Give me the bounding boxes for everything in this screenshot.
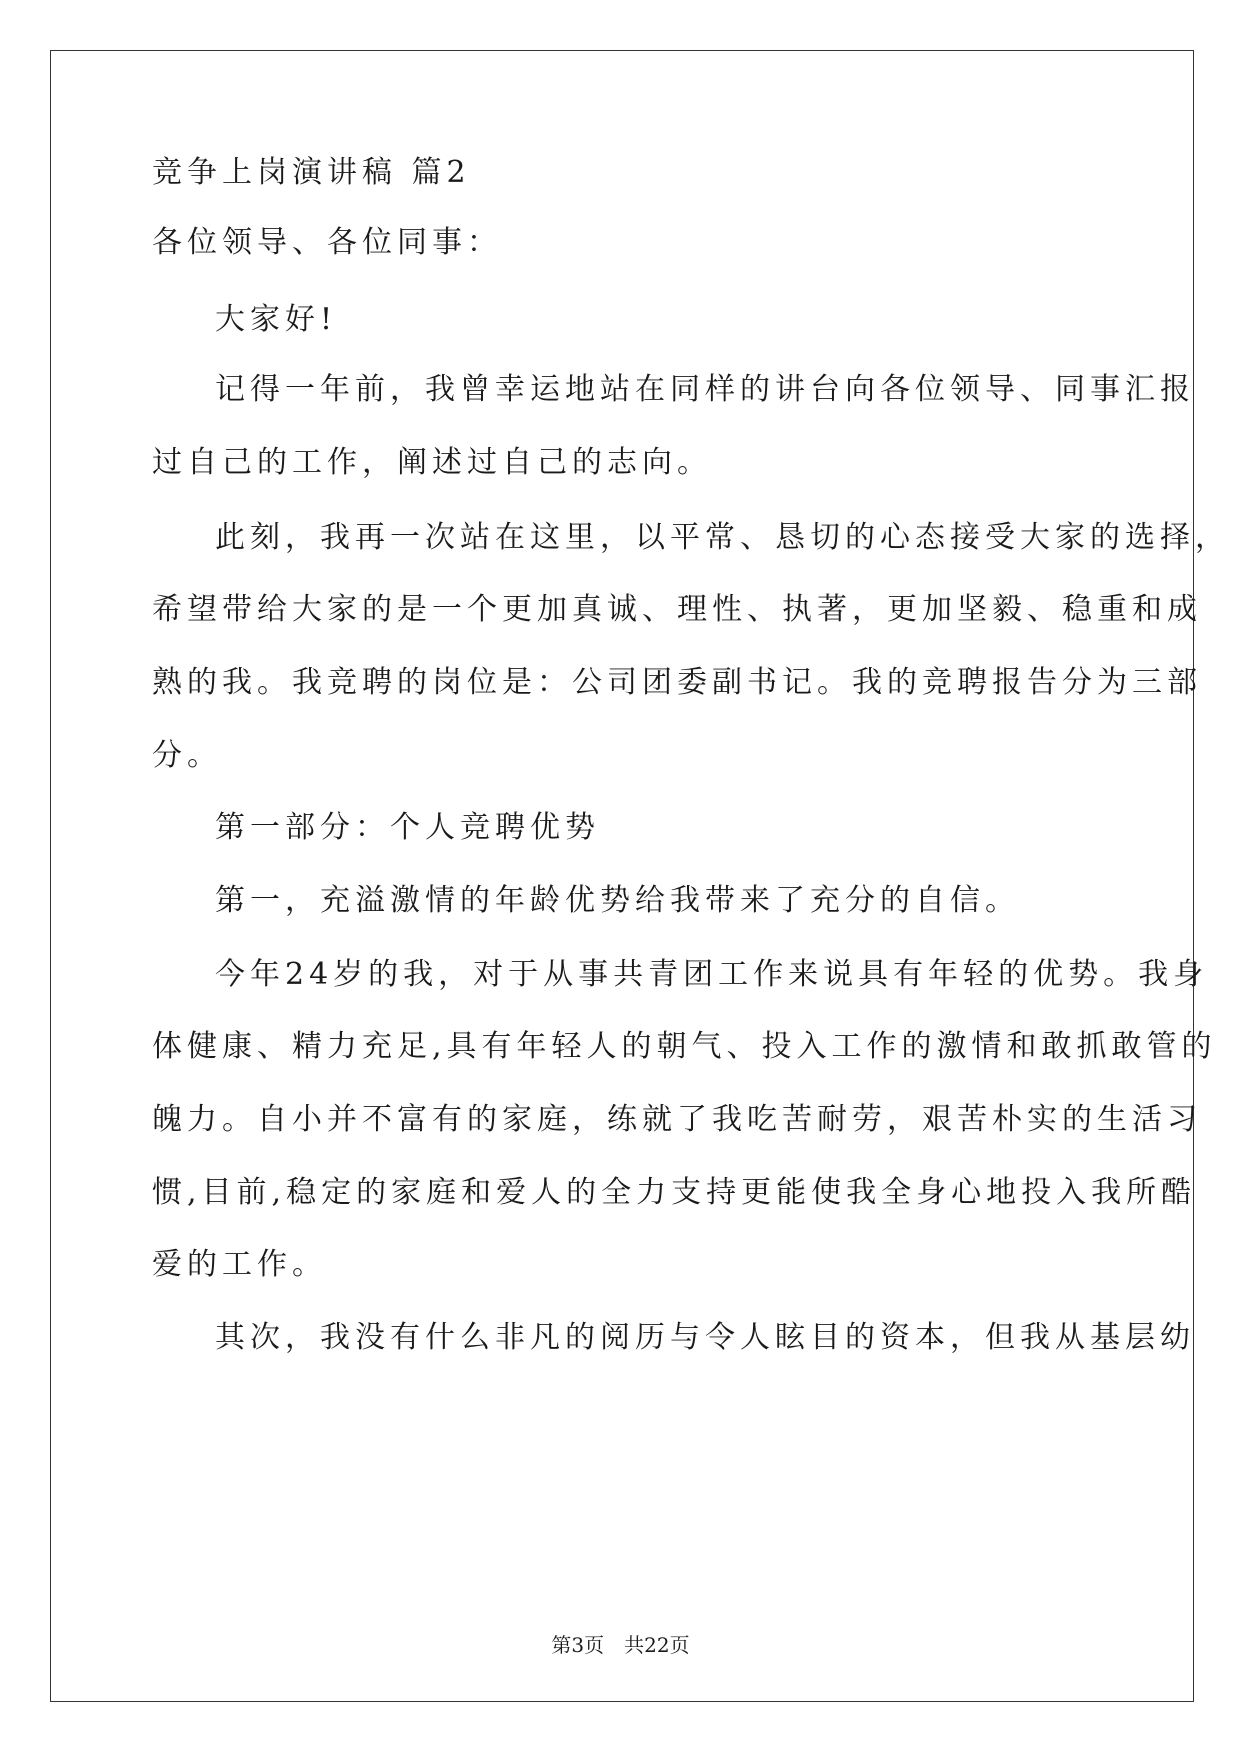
paragraph-line: 过自己的工作，阐述过自己的志向。 [152,445,712,480]
paragraph-line: 希望带给大家的是一个更加真诚、理性、执著，更加坚毅、稳重和成 [152,592,1202,627]
paragraph-line: 惯,目前,稳定的家庭和爱人的全力支持更能使我全身心地投入我所酷 [152,1175,1197,1210]
paragraph-line: 体健康、精力充足,具有年轻人的朝气、投入工作的激情和敢抓敢管的 [152,1029,1217,1064]
paragraph-line: 今年24岁的我，对于从事共青团工作来说具有年轻的优势。我身 [215,957,1209,992]
greeting: 大家好! [215,302,338,337]
paragraph-line: 第一，充溢激情的年龄优势给我带来了充分的自信。 [215,883,1020,918]
page-border [50,50,1197,1702]
paragraph-line: 熟的我。我竞聘的岗位是：公司团委副书记。我的竞聘报告分为三部 [152,665,1202,700]
paragraph-line: 其次，我没有什么非凡的阅历与令人眩目的资本，但我从基层幼 [215,1320,1195,1355]
document-title: 竞争上岗演讲稿 篇2 [152,155,471,190]
paragraph-line: 魄力。自小并不富有的家庭，练就了我吃苦耐劳，艰苦朴实的生活习 [152,1102,1202,1137]
section-heading: 第一部分：个人竞聘优势 [215,810,600,845]
salutation: 各位领导、各位同事： [152,225,502,260]
paragraph-line: 爱的工作。 [152,1247,327,1282]
paragraph-line: 记得一年前，我曾幸运地站在同样的讲台向各位领导、同事汇报 [215,372,1195,407]
paragraph-line: 分。 [152,738,222,773]
paragraph-line: 此刻，我再一次站在这里，以平常、恳切的心态接受大家的选择， [215,520,1230,555]
page-number-footer: 第3页 共22页 [551,1633,690,1657]
